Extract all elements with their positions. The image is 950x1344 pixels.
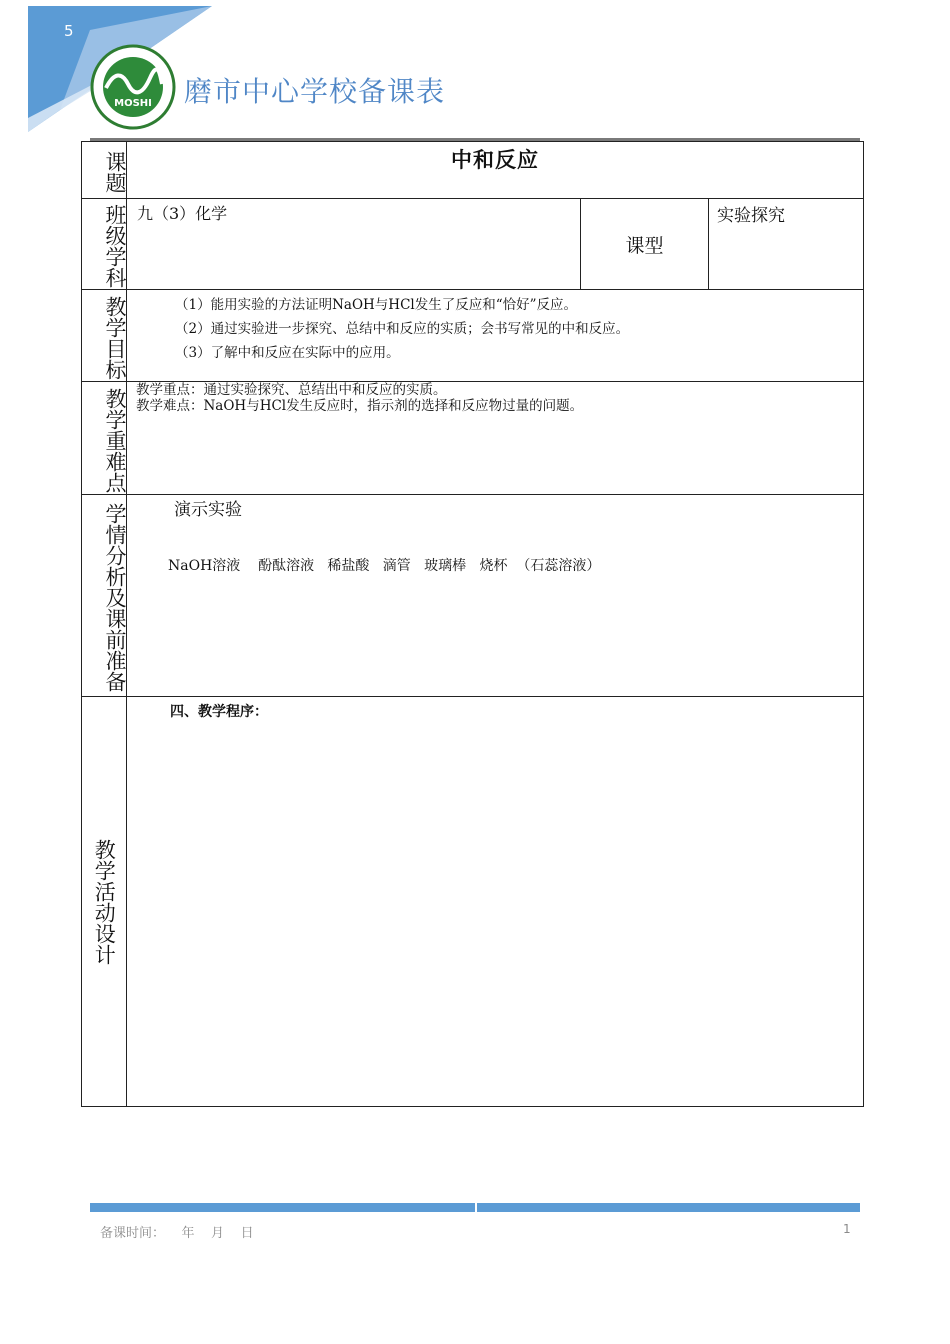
prep-heading: 演示实验 xyxy=(174,500,242,520)
topic-row xyxy=(82,142,863,198)
materials-list: NaOH溶液 酚酞溶液 稀盐酸 滴管 玻璃棒 烧杯 （石蕊溶液） xyxy=(168,558,601,574)
goal-item: （1）能用实验的方法证明NaOH与HCl发生了反应和“恰好”反应。 xyxy=(175,297,578,313)
lesson-type-label: 课型 xyxy=(581,199,709,289)
svg-text:MOSHI: MOSHI xyxy=(114,98,152,109)
prep-time: 备课时间： 年 月 日 xyxy=(100,1226,254,1241)
topic-label: 课题 xyxy=(82,142,127,198)
activity-row xyxy=(82,696,863,1106)
class-subject: 九（3）化学 xyxy=(127,199,581,289)
school-logo xyxy=(90,44,176,130)
lesson-plan-table xyxy=(81,141,864,1107)
procedure-heading: 四、教学程序： xyxy=(170,704,268,720)
goals-label: 教学目标 xyxy=(82,290,127,381)
goal-item: （2）通过实验进一步探究、总结中和反应的实质；会书写常见的中和反应。 xyxy=(175,321,630,337)
key-point: 教学重点：通过实验探究、总结出中和反应的实质。 xyxy=(136,382,447,398)
class-row xyxy=(82,198,863,289)
goals-row xyxy=(82,289,863,381)
prep-label: 学情分析及课前准备 xyxy=(82,495,127,696)
lesson-topic: 中和反应 xyxy=(451,148,539,172)
difficult-point: 教学难点：NaOH与HCl发生反应时，指示剂的选择和反应物过量的问题。 xyxy=(136,398,584,414)
lesson-type-value: 实验探究 xyxy=(717,206,785,226)
goal-item: （3）了解中和反应在实际中的应用。 xyxy=(175,345,400,361)
class-label: 班级学科 xyxy=(82,199,127,289)
prep-row xyxy=(82,494,863,696)
key-points-label: 教学重难点 xyxy=(82,382,127,494)
footer-bar xyxy=(90,1203,860,1212)
activity-label: 教学活动设计 xyxy=(82,697,127,1106)
header-page-badge: 5 xyxy=(64,22,74,40)
key-points-row xyxy=(82,381,863,494)
school-title: 磨市中心学校备课表 xyxy=(184,75,446,108)
page-number: 1 xyxy=(843,1222,851,1236)
